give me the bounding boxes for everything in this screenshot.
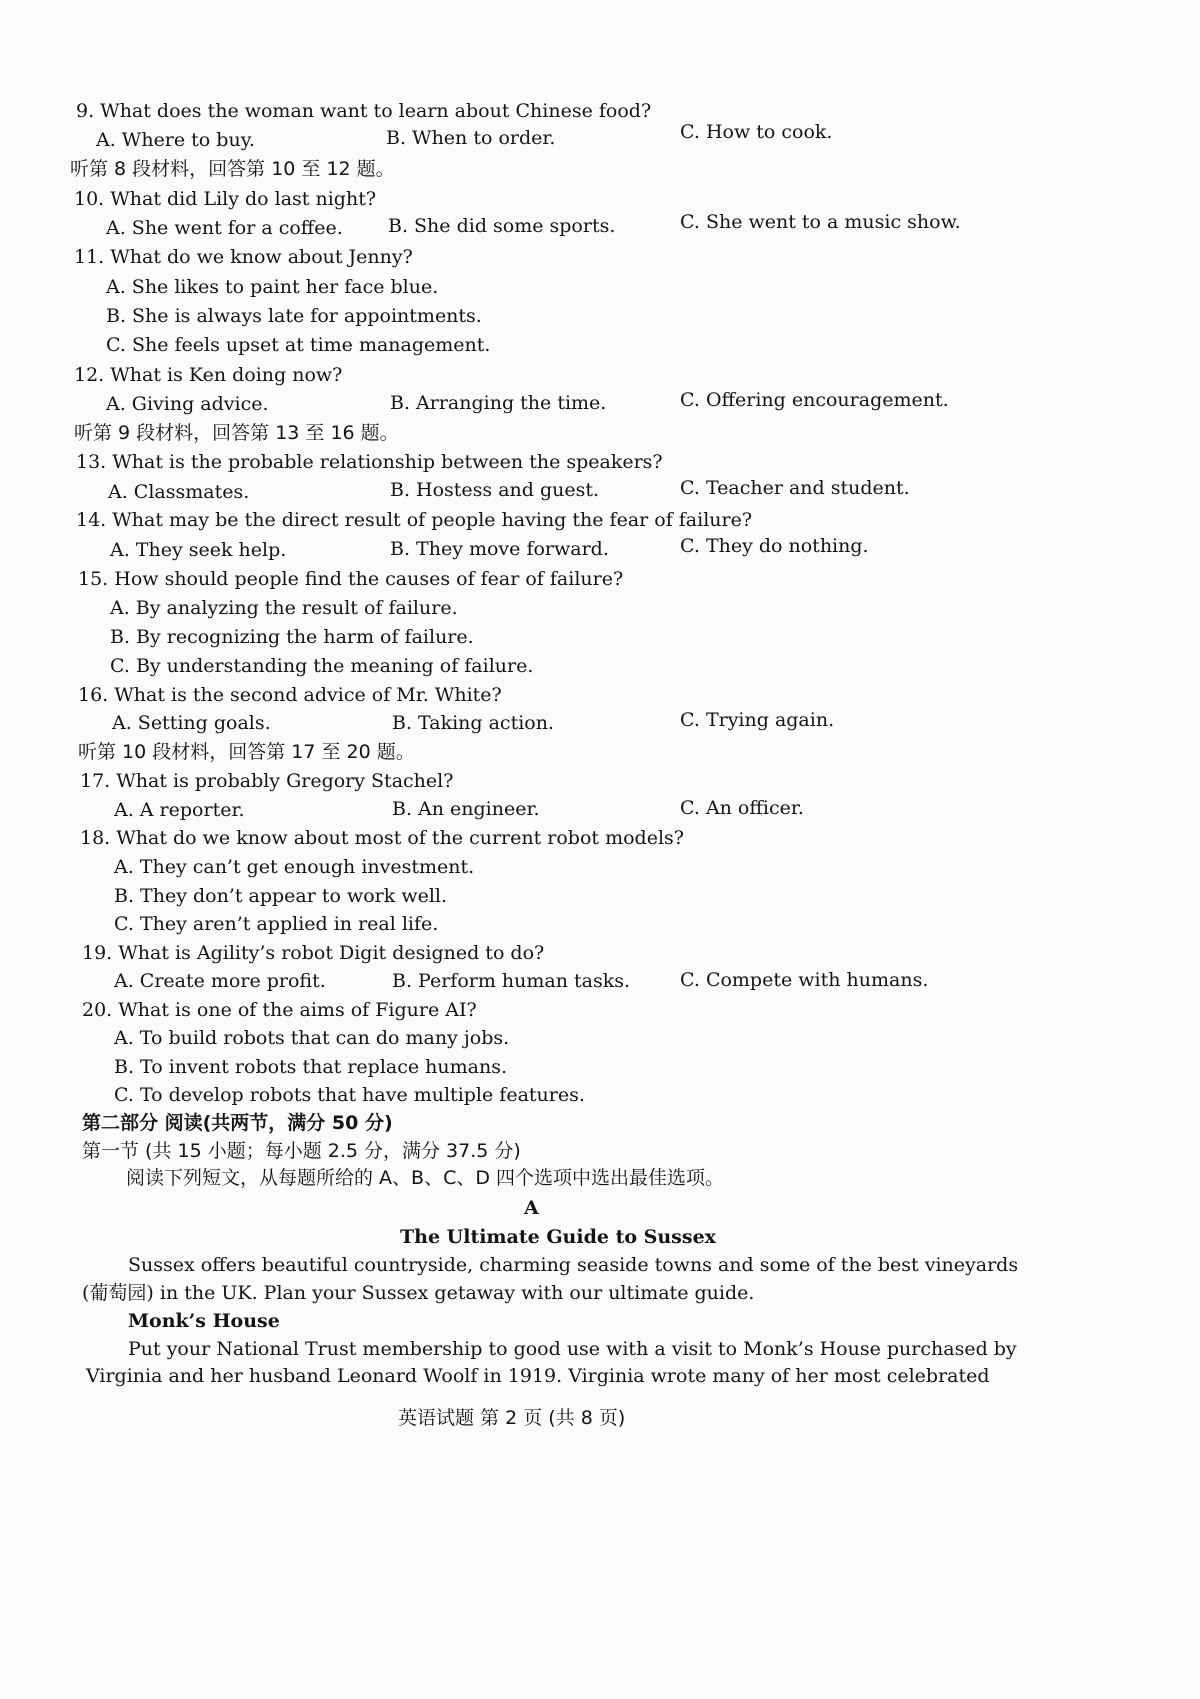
q10-option-a: A. She went for a coffee. [106,217,343,239]
question-14: 14. What may be the direct result of people having the fear of failure? [76,509,753,531]
q18-option-b: B. They don’t appear to work well. [114,885,448,907]
passage-intro-line-1: Sussex offers beautiful countryside, charming seaside towns and some of the best vineyards [128,1254,1019,1276]
q19-option-b: B. Perform human tasks. [392,970,631,992]
listening-instruction-9: 听第 9 段材料，回答第 13 至 16 题。 [74,422,399,444]
passage-letter: A [524,1197,539,1219]
q19-option-a: A. Create more profit. [114,970,326,992]
q17-option-a: A. A reporter. [114,799,245,821]
passage-body-line-2: Virginia and her husband Leonard Woolf in 1919. Virginia wrote many of her most celebrated [86,1365,990,1387]
q11-option-a: A. She likes to paint her face blue. [106,276,439,298]
question-16: 16. What is the second advice of Mr. White? [78,684,502,706]
subheading-monks-house: Monk’s House [128,1310,280,1332]
passage-title: The Ultimate Guide to Sussex [400,1226,716,1248]
reading-instruction: 阅读下列短文，从每题所给的 A、B、C、D 四个选项中选出最佳选项。 [126,1167,725,1189]
q12-option-c: C. Offering encouragement. [680,389,949,411]
question-15: 15. How should people find the causes of fear of failure? [78,568,624,590]
q11-option-b: B. She is always late for appointments. [106,305,482,327]
q12-option-b: B. Arranging the time. [390,392,607,414]
part-two-title: 第二部分 阅读(共两节，满分 50 分) [82,1112,393,1134]
q10-option-c: C. She went to a music show. [680,211,961,233]
q16-option-c: C. Trying again. [680,709,835,731]
q14-option-b: B. They move forward. [390,538,609,560]
question-9: 9. What does the woman want to learn about Chinese food? [76,100,652,122]
q13-option-b: B. Hostess and guest. [390,479,600,501]
question-18: 18. What do we know about most of the current robot models? [80,827,684,849]
q20-option-c: C. To develop robots that have multiple features. [114,1084,585,1106]
page-footer: 英语试题 第 2 页 (共 8 页) [398,1407,626,1429]
q9-option-b: B. When to order. [386,127,556,149]
q17-option-c: C. An officer. [680,797,804,819]
question-19: 19. What is Agility’s robot Digit designed to do? [82,942,545,964]
passage-body-line-1: Put your National Trust membership to good use with a visit to Monk’s House purchased by [128,1338,1017,1360]
q18-option-a: A. They can’t get enough investment. [114,856,475,878]
q13-option-c: C. Teacher and student. [680,477,910,499]
question-10: 10. What did Lily do last night? [74,188,377,210]
q11-option-c: C. She feels upset at time management. [106,334,491,356]
q12-option-a: A. Giving advice. [106,393,269,415]
q19-option-c: C. Compete with humans. [680,969,929,991]
passage-intro-line-2: (葡萄园) in the UK. Plan your Sussex getaway with our ultimate guide. [82,1282,755,1304]
q16-option-a: A. Setting goals. [112,712,271,734]
q9-option-a: A. Where to buy. [96,129,255,151]
q9-option-c: C. How to cook. [680,121,833,143]
q16-option-b: B. Taking action. [392,712,554,734]
question-17: 17. What is probably Gregory Stachel? [80,770,454,792]
q20-option-a: A. To build robots that can do many jobs. [114,1027,510,1049]
question-20: 20. What is one of the aims of Figure AI? [82,999,477,1021]
listening-instruction-8: 听第 8 段材料，回答第 10 至 12 题。 [70,158,395,180]
q14-option-a: A. They seek help. [110,539,287,561]
listening-instruction-10: 听第 10 段材料，回答第 17 至 20 题。 [78,741,415,763]
question-11: 11. What do we know about Jenny? [74,246,413,268]
question-13: 13. What is the probable relationship between the speakers? [76,451,663,473]
q14-option-c: C. They do nothing. [680,535,869,557]
q15-option-b: B. By recognizing the harm of failure. [110,626,474,648]
q20-option-b: B. To invent robots that replace humans. [114,1056,508,1078]
q13-option-a: A. Classmates. [108,481,250,503]
q15-option-a: A. By analyzing the result of failure. [110,597,458,619]
section-one-title: 第一节 (共 15 小题；每小题 2.5 分，满分 37.5 分) [82,1140,521,1162]
q15-option-c: C. By understanding the meaning of failure. [110,655,534,677]
q10-option-b: B. She did some sports. [388,215,616,237]
question-12: 12. What is Ken doing now? [74,364,343,386]
q17-option-b: B. An engineer. [392,798,540,820]
q18-option-c: C. They aren’t applied in real life. [114,913,439,935]
